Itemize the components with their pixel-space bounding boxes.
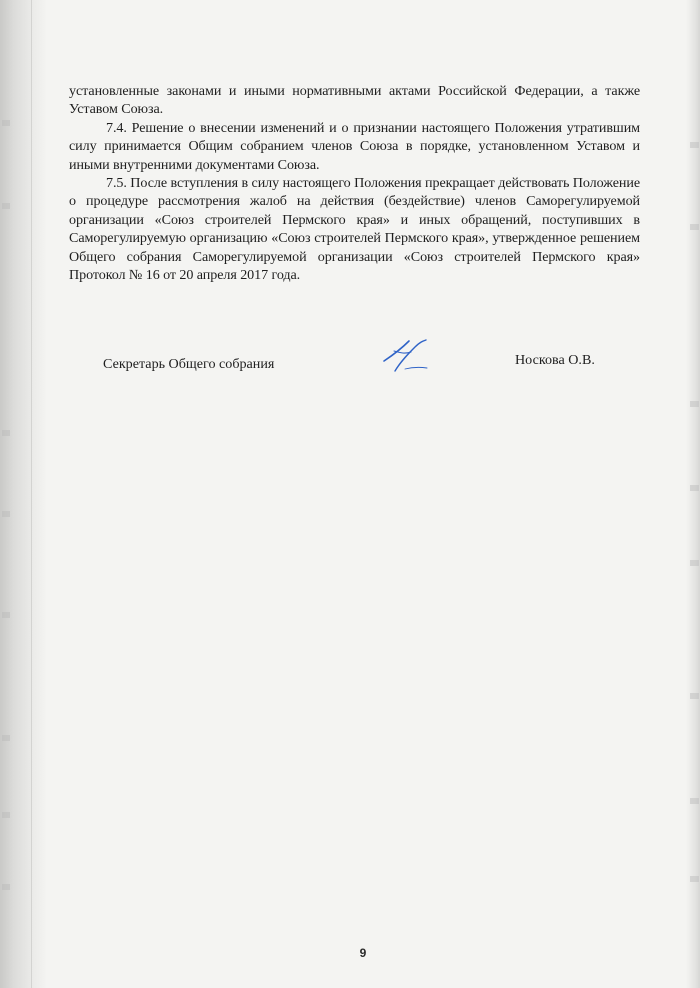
show-through-mark: [2, 430, 10, 436]
show-through-mark: [690, 798, 699, 804]
binding-crease: [31, 0, 32, 988]
show-through-mark: [690, 485, 699, 491]
show-through-mark: [2, 812, 10, 818]
show-through-mark: [2, 120, 10, 126]
page-number: 9: [359, 946, 367, 960]
paragraph-7-5: 7.5. После вступления в силу настоящего Положения прекращает действовать Положение о процедуре рассмотрения жалоб на действия (бездействие) членов Саморегулируемой организации «Союз строителей Пермского края» и иных обращений, поступивших в Саморегулируемую организацию «Союз строителей Пермского края», утвержденное решением Общего собрания Саморегулируемой организации «Союз строителей Пермского края» Протокол № 16 от 20 апреля 2017 года.: [69, 175, 640, 284]
show-through-mark: [2, 203, 10, 209]
signature-block: [0, 332, 700, 392]
paragraph-continuation: установленные законами и иными нормативными актами Российской Федерации, а также Уставом Союза.: [69, 83, 640, 118]
show-through-mark: [2, 735, 10, 741]
show-through-mark: [690, 876, 699, 882]
signer-name: Носкова О.В.: [515, 352, 595, 368]
document-body: [69, 82, 640, 284]
left-binding-shadow: [0, 0, 46, 988]
paragraph-7-4: 7.4. Решение о внесении изменений и о признании настоящего Положения утратившим силу принимается Общим собранием членов Союза в порядке, установленном Уставом и иными внутренними документами Союза.: [69, 119, 640, 173]
show-through-mark: [2, 884, 10, 890]
show-through-mark: [2, 612, 10, 618]
show-through-mark: [690, 560, 699, 566]
handwritten-signature: [378, 332, 436, 376]
show-through-mark: [690, 142, 699, 148]
signer-role: Секретарь Общего собрания: [103, 356, 275, 372]
show-through-mark: [690, 401, 699, 407]
show-through-mark: [2, 511, 10, 517]
show-through-mark: [690, 693, 699, 699]
right-page-edge: [686, 0, 700, 988]
show-through-mark: [690, 224, 699, 230]
